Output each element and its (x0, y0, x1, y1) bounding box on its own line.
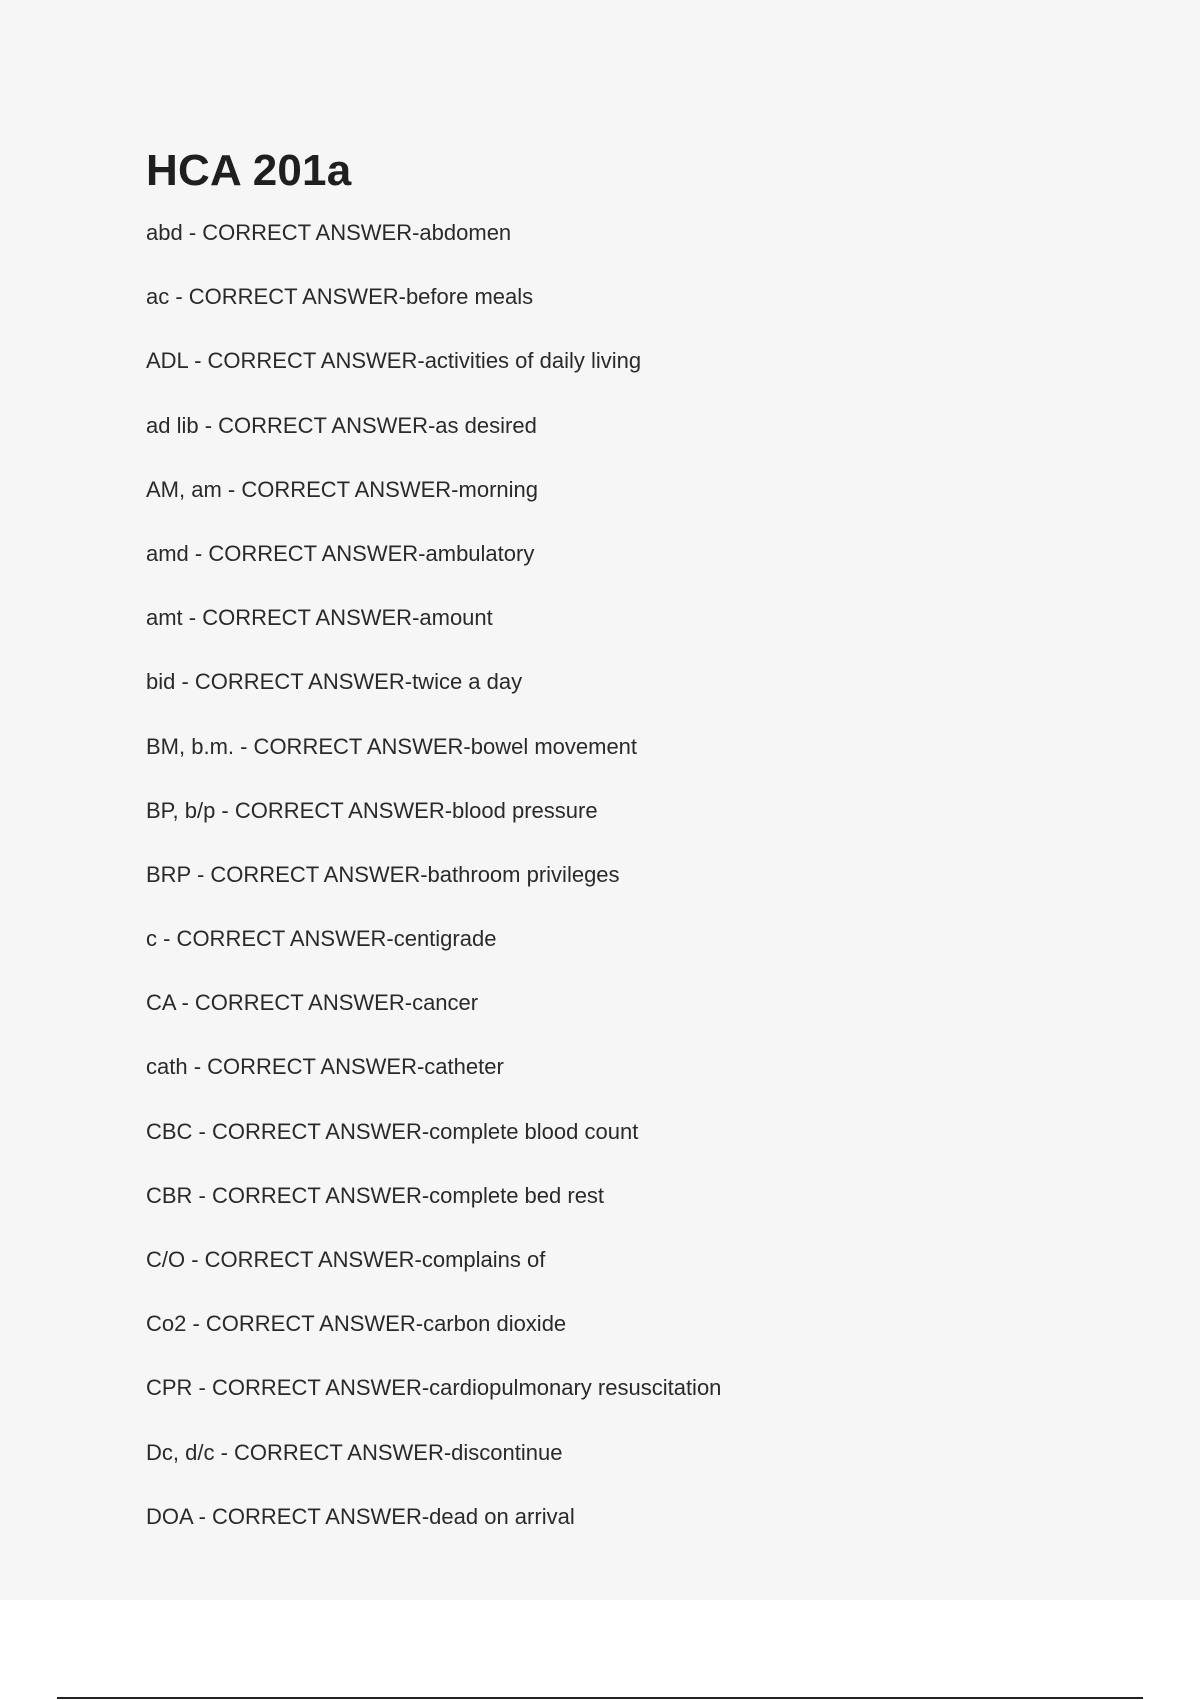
list-item: ad lib - CORRECT ANSWER-as desired (146, 412, 537, 438)
list-item: CA - CORRECT ANSWER-cancer (146, 990, 479, 1016)
document-content (146, 145, 1146, 1549)
list-item: ac - CORRECT ANSWER-before meals (146, 284, 534, 310)
list-item: Co2 - CORRECT ANSWER-carbon dioxide (146, 1311, 567, 1337)
list-item: abd - CORRECT ANSWER-abdomen (146, 220, 512, 245)
list-item: CPR - CORRECT ANSWER-cardiopulmonary resuscitation (146, 1375, 722, 1401)
list-item: BP, b/p - CORRECT ANSWER-blood pressure (146, 797, 598, 823)
list-item: bid - CORRECT ANSWER-twice a day (146, 669, 523, 695)
list-item: c - CORRECT ANSWER-centigrade (146, 926, 497, 952)
list-item: Dc, d/c - CORRECT ANSWER-discontinue (146, 1439, 563, 1465)
list-item: ADL - CORRECT ANSWER-activities of daily living (146, 348, 642, 374)
list-item: AM, am - CORRECT ANSWER-morning (146, 476, 538, 502)
footer-divider (57, 1697, 1143, 1699)
list-item: BRP - CORRECT ANSWER-bathroom privileges (146, 861, 620, 887)
list-item: CBC - CORRECT ANSWER-complete blood count (146, 1118, 639, 1144)
list-item: CBR - CORRECT ANSWER-complete bed rest (146, 1182, 605, 1208)
entry-list (146, 201, 1146, 1549)
list-item: cath - CORRECT ANSWER-catheter (146, 1054, 504, 1080)
list-item: amt - CORRECT ANSWER-amount (146, 605, 493, 631)
list-item: amd - CORRECT ANSWER-ambulatory (146, 540, 535, 566)
list-item: C/O - CORRECT ANSWER-complains of (146, 1247, 546, 1272)
list-item: BM, b.m. - CORRECT ANSWER-bowel movement (146, 733, 638, 759)
list-item: DOA - CORRECT ANSWER-dead on arrival (146, 1503, 575, 1529)
page-title: HCA 201a (146, 146, 352, 195)
